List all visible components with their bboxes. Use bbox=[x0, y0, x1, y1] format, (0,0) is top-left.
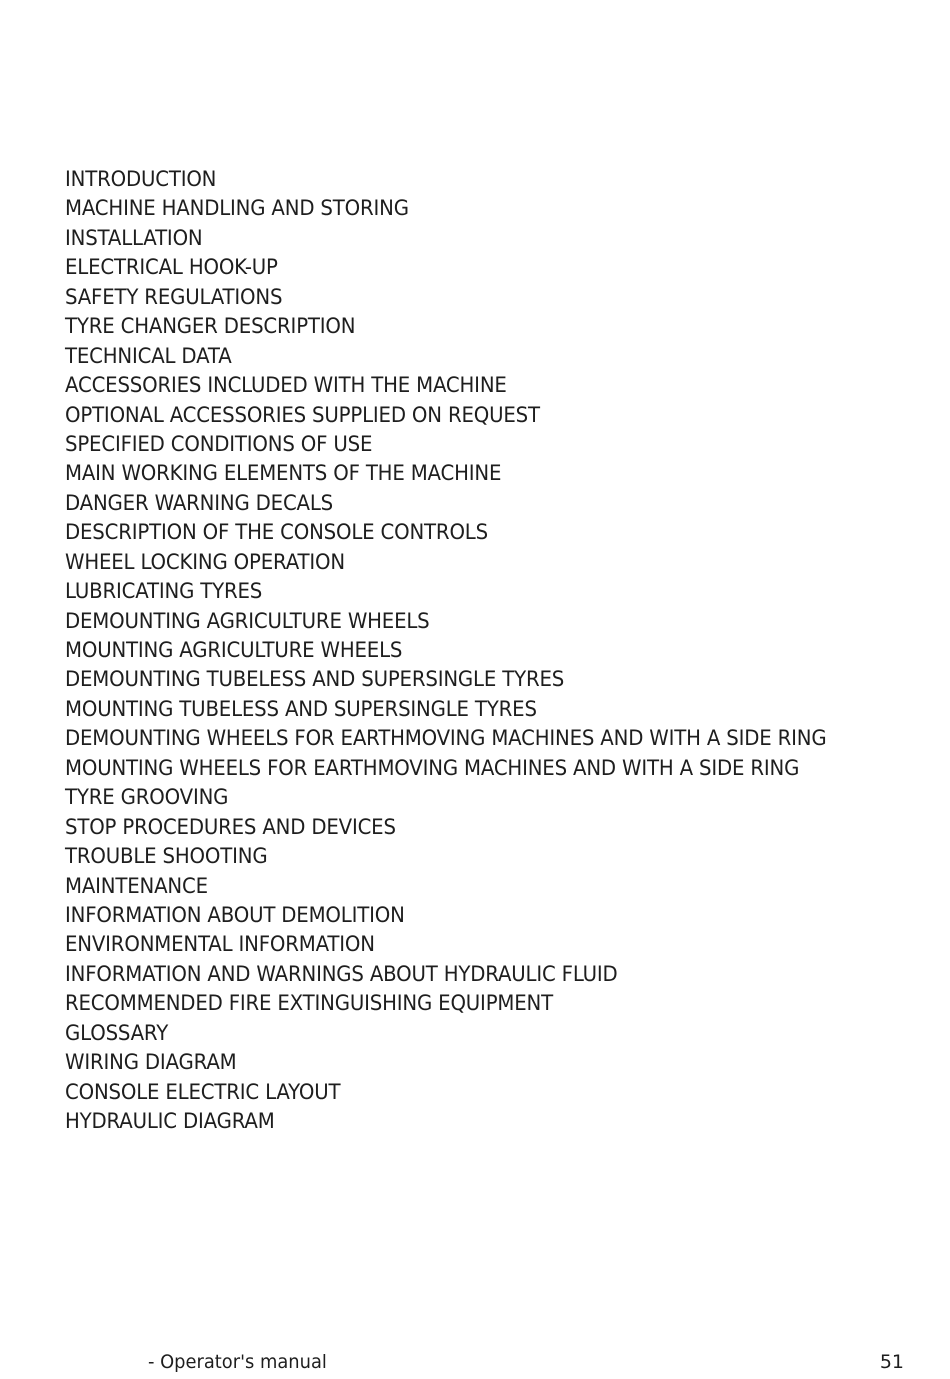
toc-item: DESCRIPTION OF THE CONSOLE CONTROLS bbox=[65, 520, 488, 545]
toc-item: WHEEL LOCKING OPERATION bbox=[65, 549, 345, 574]
toc-item: RECOMMENDED FIRE EXTINGUISHING EQUIPMENT bbox=[65, 991, 553, 1016]
toc-item: HYDRAULIC DIAGRAM bbox=[65, 1109, 275, 1133]
toc-item: MAIN WORKING ELEMENTS OF THE MACHINE bbox=[65, 461, 502, 486]
toc-item: STOP PROCEDURES AND DEVICES bbox=[65, 814, 396, 839]
toc-item: ENVIRONMENTAL INFORMATION bbox=[65, 932, 375, 957]
toc-item: DEMOUNTING TUBELESS AND SUPERSINGLE TYRES bbox=[65, 667, 565, 692]
toc-item: MAINTENANCE bbox=[65, 873, 208, 898]
toc-item: INTRODUCTION bbox=[65, 167, 217, 191]
toc-item: SAFETY REGULATIONS bbox=[65, 284, 283, 309]
toc-item: MOUNTING WHEELS FOR EARTHMOVING MACHINES AND WITH A SIDE RING bbox=[65, 755, 800, 780]
toc-item: ELECTRICAL HOOK-UP bbox=[65, 255, 278, 280]
toc-item: INFORMATION ABOUT DEMOLITION bbox=[65, 902, 405, 927]
toc-item: MOUNTING TUBELESS AND SUPERSINGLE TYRES bbox=[65, 696, 537, 721]
toc-item: WIRING DIAGRAM bbox=[65, 1050, 237, 1075]
footer-manual-title: - Operator's manual bbox=[148, 1351, 327, 1373]
toc-item: TECHNICAL DATA bbox=[65, 343, 232, 368]
toc-item: INSTALLATION bbox=[65, 225, 203, 250]
toc-item: LUBRICATING TYRES bbox=[65, 579, 263, 604]
toc-item: CONSOLE ELECTRIC LAYOUT bbox=[65, 1079, 341, 1104]
toc-item: MACHINE HANDLING AND STORING bbox=[65, 196, 409, 221]
toc-item: OPTIONAL ACCESSORIES SUPPLIED ON REQUEST bbox=[65, 402, 540, 427]
toc-item: DEMOUNTING AGRICULTURE WHEELS bbox=[65, 608, 430, 633]
toc-item: TYRE GROOVING bbox=[65, 785, 229, 810]
toc-item: SPECIFIED CONDITIONS OF USE bbox=[65, 431, 373, 456]
toc-item: DANGER WARNING DECALS bbox=[65, 490, 334, 515]
toc-item: TYRE CHANGER DESCRIPTION bbox=[65, 314, 356, 339]
toc-item: ACCESSORIES INCLUDED WITH THE MACHINE bbox=[65, 373, 507, 398]
toc-item: DEMOUNTING WHEELS FOR EARTHMOVING MACHINES AND WITH A SIDE RING bbox=[65, 726, 827, 751]
toc-item: MOUNTING AGRICULTURE WHEELS bbox=[65, 638, 403, 662]
toc-item: TROUBLE SHOOTING bbox=[65, 844, 268, 869]
toc-item: INFORMATION AND WARNINGS ABOUT HYDRAULIC FLUID bbox=[65, 961, 618, 986]
page-number: 51 bbox=[879, 1351, 904, 1373]
table-of-contents bbox=[65, 165, 875, 1136]
toc-item: GLOSSARY bbox=[65, 1020, 169, 1045]
